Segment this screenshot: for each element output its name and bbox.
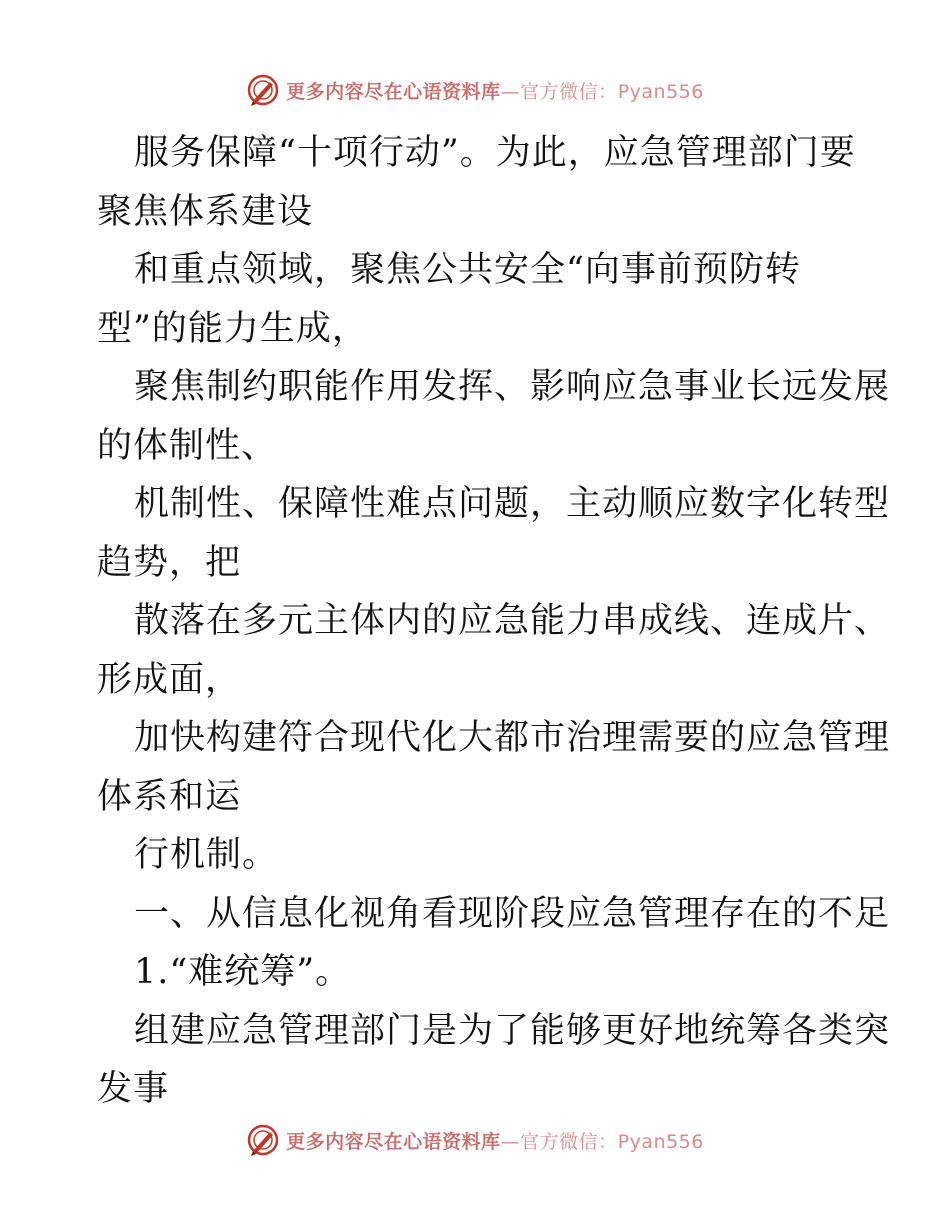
watermark-dash: — — [500, 1130, 521, 1153]
text-line: 型”的能力生成， — [97, 308, 368, 349]
text-line: 服务保障“十项行动”。为此，应急管理部门要 — [134, 133, 856, 173]
watermark-wechat-id: Pyan556 — [617, 1130, 704, 1153]
text-line: 行机制。 — [134, 835, 279, 875]
text-line: 1.“难统筹”。 — [134, 952, 352, 992]
text-line: 聚焦制约职能作用发挥、影响应急事业长远发展 — [134, 367, 891, 407]
watermark-site: 更多内容尽在心语资料库 — [286, 1130, 501, 1153]
text-line: 组建应急管理部门是为了能够更好地统筹各类突 — [134, 1010, 891, 1051]
text-line: 体系和运 — [97, 776, 242, 817]
watermark-wechat-label: 官方微信： — [520, 80, 618, 103]
watermark-wechat-label: 官方微信： — [520, 1130, 618, 1153]
text-line: 散落在多元主体内的应急能力串成线、连成片、 — [134, 601, 891, 641]
text-line: 机制性、保障性难点问题，主动顺应数字化转型 — [134, 484, 891, 524]
text-line: 和重点领域，聚焦公共安全“向事前预防转 — [134, 250, 801, 290]
watermark-site: 更多内容尽在心语资料库 — [286, 80, 501, 103]
header-watermark — [0, 70, 950, 110]
text-line: 形成面， — [97, 659, 242, 700]
text-line: 加快构建符合现代化大都市治理需要的应急管理 — [134, 718, 891, 758]
watermark-text — [286, 1127, 704, 1154]
watermark-text — [286, 77, 704, 104]
pen-logo-icon — [246, 73, 280, 107]
text-line: 趋势，把 — [97, 542, 242, 583]
text-line: 发事 — [97, 1069, 170, 1109]
text-line: 一、从信息化视角看现阶段应急管理存在的不足 — [134, 893, 891, 934]
footer-watermark — [0, 1120, 950, 1160]
watermark-dash: — — [500, 80, 521, 103]
watermark-wechat-id: Pyan556 — [617, 80, 704, 103]
document-body — [97, 124, 891, 1119]
pen-logo-icon — [246, 1123, 280, 1157]
text-line: 聚焦体系建设 — [97, 191, 314, 232]
text-line: 的体制性、 — [97, 425, 278, 466]
